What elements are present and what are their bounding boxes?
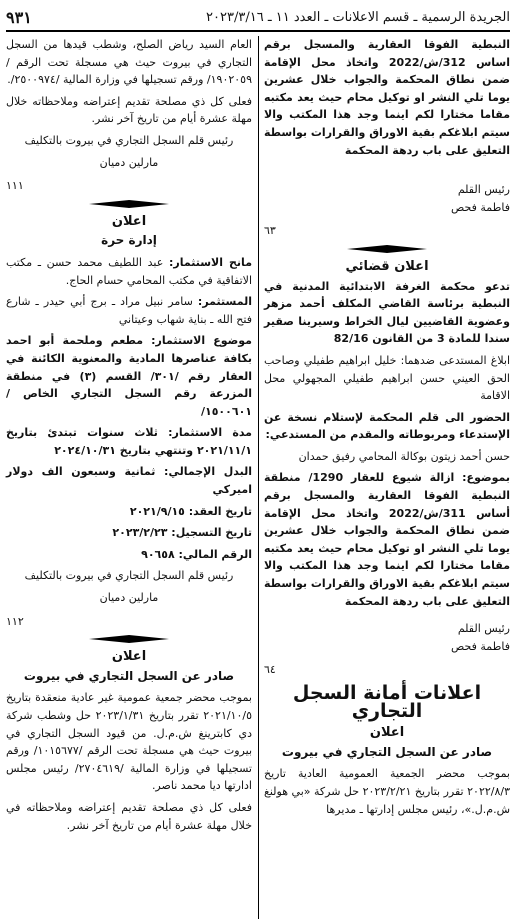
signature-title: رئيس القلم <box>457 622 510 636</box>
notice-row <box>6 293 252 328</box>
notice-number: ١١١ <box>6 179 24 193</box>
header-rule <box>6 30 510 32</box>
notice-continuation-text: العام السيد رياض الصلح، وشطب قيدها من السجل التجاري في بيروت حيث هي مسجلة تحت الرقم /١٩٠٢٠٥٩/ ورقم تسجيلها في وزارة المالية /٢٥٠٠٩٧٤/. <box>6 38 252 87</box>
ornament-divider <box>89 634 169 644</box>
objection-notice: فعلى كل ذي مصلحة تقديم إعتراضه وملاحظاته خلال مهلة عشرة أيام من تاريخ آخر نشر. <box>6 94 252 126</box>
row-label: المستثمر: <box>197 295 252 309</box>
signature-name: فاطمة فحص <box>451 639 510 653</box>
page-number: ٩٣١ <box>6 7 32 27</box>
signature-title: رئيس القلم <box>457 183 510 197</box>
row-label: موضوع الاستثمار: <box>151 334 252 348</box>
notice-title: إدارة حرة <box>101 233 157 248</box>
row-value: عبد اللطيف محمد حسن ـ مكتب الاتفاقية في مكتب المحامي حسام الحاج. <box>6 255 252 287</box>
ornament-divider <box>347 244 427 254</box>
financial-number: الرقم المالي: ٩٠٦٥٨ <box>141 547 252 561</box>
signature-title: رئيس قلم السجل التجاري في بيروت بالتكليف <box>24 133 234 147</box>
column-divider <box>258 36 259 919</box>
notice-paragraph: بموضوع: ازالة شيوع للعقار 1290/ منطقة النبطية الفوقا العقارية والمسجل برقم أساس 311/ش/2022 واتخاذ محل الإقامة ضمن نطاق المحكمة والجواب خلال عشرين يوما تلي النشر او توكيل محام حيث يعد مكتبه مقاما مختارا لكم اينما وجد هذا المكتب والا سيتم ابلاغكم بقية الاوراق والقرارات بواسطة التعليق على باب ردهة المحكمة <box>264 471 510 608</box>
notice-number: ١١٢ <box>6 614 24 628</box>
notice-label: اعلان <box>369 725 405 741</box>
ornament-divider <box>89 199 169 209</box>
notice-label: اعلان <box>111 649 147 665</box>
signature-name: مارلين دميان <box>99 591 159 605</box>
notice-title: اعلان قضائي <box>345 258 429 274</box>
notice-title: صادر عن السجل التجاري في بيروت <box>23 668 235 683</box>
signature-title: رئيس قلم السجل التجاري في بيروت بالتكليف <box>24 569 234 583</box>
notice-paragraph: حسن أحمد زيتون بوكالة المحامي رفيق حمدان <box>298 449 510 463</box>
contract-date: تاريخ العقد: ٢٠٢١/٩/١٥ <box>129 504 252 518</box>
signature-name: مارلين دميان <box>99 155 159 169</box>
notice-number: ٦٣ <box>264 224 276 238</box>
notice-text: بموجب محضر الجمعية العمومية العادية تاريخ ٢٠٢٢/٨/٣ تقرر بتاريخ ٢٠٢٣/٢/٢١ حل شركة «بي هولنغ ش.م.ل.»، رئيس مجلس إدارتها ـ مديرها <box>264 767 510 816</box>
row-value: ثمانية وسبعون الف دولار اميركي <box>6 465 252 497</box>
row-label: مدة الاستثمار: <box>168 426 252 440</box>
row-label: مانح الاستثمار: <box>168 255 252 269</box>
row-value: مطعم وملحمة أبو احمد بكافة عناصرها المادية والمعنوية الكائنة في العقار رقم /٣٠١/ القسم (٣) في منطقة المزرعة رقم السجل التجاري الخاص /١٥٠٠٦٠١/ <box>6 334 253 418</box>
section-heading: اعلانات أمانة السجل التجاري <box>292 682 482 722</box>
row-label: البدل الإجمالي: <box>164 465 253 479</box>
row-value: ثلاث سنوات تبتدئ بتاريخ ٢٠٢١/١١/١ وتنتهي بتاريخ ٢٠٢٤/١٠/٣١ <box>6 426 252 457</box>
notice-subtitle: صادر عن السجل التجاري في بيروت <box>281 744 493 759</box>
right-column <box>264 36 510 919</box>
notice-row <box>6 254 252 289</box>
notice-label: اعلان <box>111 213 147 229</box>
notice-number: ٦٤ <box>264 663 276 677</box>
left-column <box>6 36 252 919</box>
notice-row <box>6 463 252 498</box>
notice-intro: تدعو محكمة الغرفة الابتدائية المدنية في النبطية برئاسة القاضي المكلف أحمد مزهر وعضوية القاضيين ليال الخراط وسيرينا صقير سندا للمادة 3 من القانون 82/16 <box>264 279 510 346</box>
notice-continuation-text: النبطية الفوقا العقارية والمسجل برقم اساس 312/ش/2022 واتخاذ محل الإقامة ضمن نطاق المحكمة والجواب خلال عشرين يوما تلي النشر او توكيل محام حيث يعد مكتبه مقاما مختارا لكم اينما وجد هذا المكتب والا سيتم ابلاغكم بقية الاوراق والقرارات بواسطة التعليق على باب ردهة المحكمة <box>264 38 510 157</box>
notice-row <box>6 332 252 420</box>
notice-paragraph: الحضور الى قلم المحكمة لإستلام نسخة عن الإستدعاء ومربوطاته والمقدم من المستدعي: <box>264 410 510 442</box>
row-value: سامر نبيل مراد ـ برج أبي حيدر ـ شارع فتح الله ـ بناية شهاب وعيتاني <box>6 295 252 326</box>
objection-notice: فعلى كل ذي مصلحة تقديم إعتراضه وملاحظاته في خلال مهلة عشرة أيام من تاريخ آخر نشر. <box>6 800 252 832</box>
notice-paragraph: ابلاغ المستدعى ضدهما: خليل ابراهيم طفيلي وصاحب الحق العيني حسن ابراهيم طفيلي المجهولي محل الاقامة <box>264 353 510 403</box>
registration-date: تاريخ التسجيل: ٢٠٢٣/٢/٢٣ <box>112 526 252 540</box>
page-header <box>6 4 510 30</box>
notice-row <box>6 424 252 459</box>
publication-title: الجريدة الرسمية ـ قسم الاعلانات ـ العدد ١١ ـ ٢٠٢٣/٣/١٦ <box>206 9 510 25</box>
notice-text: بموجب محضر جمعية عمومية غير عادية منعقدة بتاريخ ٢٠٢١/١٠/٥ تقرر بتاريخ ٢٠٢٣/١/٣١ حل وشطب شركة دي كابترينغ ش.م.ل. من قيود السجل التجاري في بيروت حيث هي مسجلة تحت الرقم /١٠١٥٦٧٧/ ورقم تسجيلها في وزارة المالية /٢٧٠٤٦١٩/ رئيس مجلس ادارتها ديا محمد ناصر. <box>6 691 253 793</box>
signature-name: فاطمة فحص <box>451 200 510 214</box>
